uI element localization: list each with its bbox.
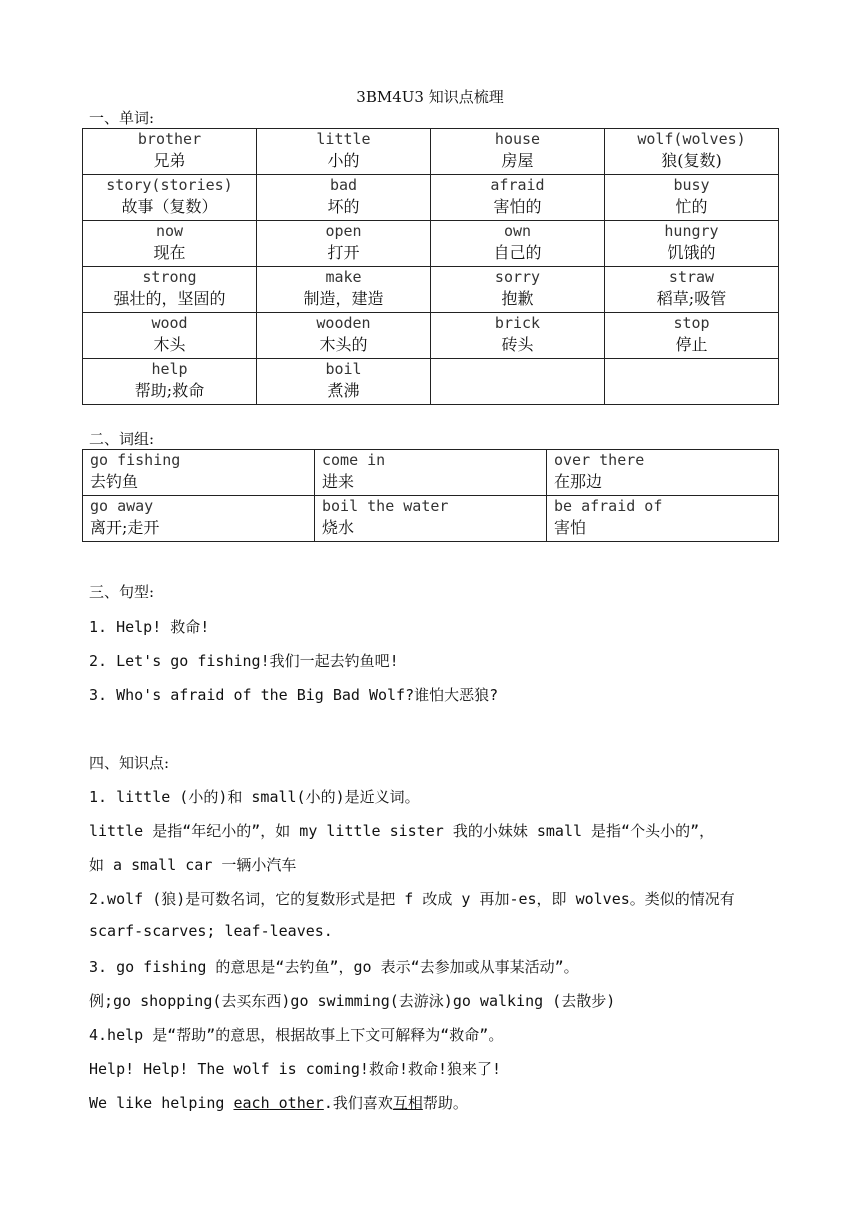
vocab-row bbox=[83, 313, 779, 359]
phrase-english: go fishing bbox=[90, 451, 181, 469]
point-4: 4.help 是“帮助”的意思，根据故事上下文可解释为“救命”。 bbox=[89, 1026, 504, 1044]
vocab-cell bbox=[83, 359, 257, 405]
vocab-row bbox=[83, 359, 779, 405]
vocab-english: wolf(wolves) bbox=[637, 130, 746, 148]
vocab-chinese: 停止 bbox=[675, 335, 708, 354]
vocab-cell bbox=[257, 359, 431, 405]
phrase-chinese: 害怕 bbox=[554, 518, 587, 537]
vocab-row bbox=[83, 221, 779, 267]
vocab-english: wooden bbox=[316, 314, 371, 332]
vocab-english: now bbox=[155, 222, 184, 240]
vocab-english: straw bbox=[668, 268, 715, 286]
vocab-chinese: 木头的 bbox=[319, 335, 368, 354]
phrase-english: go away bbox=[90, 497, 154, 515]
phrase-row bbox=[83, 496, 779, 542]
vocab-chinese: 故事（复数） bbox=[121, 197, 218, 216]
vocab-cell bbox=[83, 313, 257, 359]
vocab-chinese: 忙的 bbox=[675, 197, 708, 216]
vocab-chinese: 自己的 bbox=[493, 243, 542, 262]
vocab-chinese: 兄弟 bbox=[153, 151, 186, 170]
vocab-cell bbox=[83, 175, 257, 221]
phrase-english: come in bbox=[322, 451, 386, 469]
vocab-cell bbox=[257, 267, 431, 313]
phrase-cell bbox=[83, 450, 315, 496]
vocab-chinese: 制造，建造 bbox=[303, 289, 384, 308]
vocab-cell bbox=[605, 175, 779, 221]
phrase-row bbox=[83, 450, 779, 496]
vocab-cell bbox=[257, 221, 431, 267]
vocab-english: afraid bbox=[490, 176, 545, 194]
vocab-english: house bbox=[494, 130, 541, 148]
phrase-english: be afraid of bbox=[554, 497, 663, 515]
vocab-english: bad bbox=[329, 176, 358, 194]
vocab-chinese: 帮助;救命 bbox=[134, 381, 205, 400]
vocab-chinese: 稻草;吸管 bbox=[656, 289, 727, 308]
sentence-1: 1. Help! 救命! bbox=[89, 618, 210, 636]
phrase-cell bbox=[547, 450, 779, 496]
vocab-cell bbox=[83, 221, 257, 267]
vocab-english: boil bbox=[325, 360, 362, 378]
vocab-cell bbox=[605, 221, 779, 267]
point-2: 2.wolf (狼)是可数名词，它的复数形式是把 f 改成 y 再加-es，即 wolves。类似的情况有 bbox=[89, 890, 735, 908]
point-1: 1. little (小的)和 small(小的)是近义词。 bbox=[89, 788, 420, 806]
vocab-chinese: 木头 bbox=[153, 335, 186, 354]
point-1-detail-2: 如 a small car 一辆小汽车 bbox=[89, 856, 297, 874]
phrase-cell bbox=[315, 450, 547, 496]
vocab-cell bbox=[431, 221, 605, 267]
vocab-english: brother bbox=[137, 130, 202, 148]
phrase-cell bbox=[315, 496, 547, 542]
page-title: 3BM4U3 知识点梳理 bbox=[356, 88, 504, 106]
section-heading-words: 一、单词: bbox=[89, 109, 155, 127]
point-1-detail: little 是指“年纪小的”，如 my little sister 我的小妹妹 small 是指“个头小的”， bbox=[89, 822, 715, 840]
vocab-english: hungry bbox=[664, 222, 719, 240]
underlined-phrase: each other bbox=[233, 1094, 324, 1112]
sentence-2: 2. Let's go fishing!我们一起去钓鱼吧! bbox=[89, 652, 399, 670]
example-text-b: .我们喜欢 bbox=[323, 1094, 393, 1112]
phrases-table bbox=[82, 449, 779, 542]
vocab-row bbox=[83, 175, 779, 221]
vocab-cell bbox=[83, 129, 257, 175]
vocab-cell bbox=[605, 359, 779, 405]
vocab-cell bbox=[431, 359, 605, 405]
vocab-cell bbox=[431, 313, 605, 359]
vocab-cell bbox=[605, 129, 779, 175]
example-text-c: 帮助。 bbox=[422, 1094, 468, 1112]
phrase-chinese: 烧水 bbox=[322, 518, 355, 537]
vocab-english: story(stories) bbox=[106, 176, 233, 194]
vocab-cell bbox=[83, 267, 257, 313]
phrase-chinese: 在那边 bbox=[554, 472, 603, 491]
vocab-chinese: 煮沸 bbox=[327, 381, 360, 400]
vocab-chinese: 狼(复数) bbox=[661, 151, 722, 170]
point-4-example: Help! Help! The wolf is coming!救命!救命!狼来了! bbox=[89, 1060, 502, 1078]
phrase-english: boil the water bbox=[322, 497, 449, 515]
phrase-cell bbox=[547, 496, 779, 542]
point-3: 3. go fishing 的意思是“去钓鱼”，go 表示“去参加或从事某活动”。 bbox=[89, 958, 579, 976]
section-heading-phrases: 二、词组: bbox=[89, 430, 155, 448]
vocab-chinese: 小的 bbox=[327, 151, 360, 170]
vocab-cell bbox=[431, 129, 605, 175]
vocab-english: brick bbox=[494, 314, 541, 332]
vocab-chinese: 现在 bbox=[153, 243, 186, 262]
vocab-chinese: 坏的 bbox=[327, 197, 360, 216]
vocab-chinese: 打开 bbox=[327, 243, 360, 262]
vocab-english: busy bbox=[673, 176, 710, 194]
phrase-chinese: 去钓鱼 bbox=[90, 472, 139, 491]
phrase-english: over there bbox=[554, 451, 645, 469]
vocab-chinese: 饥饿的 bbox=[667, 243, 716, 262]
point-4-example-2 bbox=[89, 1092, 468, 1113]
vocab-chinese: 强壮的，坚固的 bbox=[113, 289, 226, 308]
vocab-row bbox=[83, 267, 779, 313]
vocab-english: stop bbox=[673, 314, 710, 332]
point-2-detail: scarf-scarves; leaf-leaves. bbox=[89, 922, 333, 940]
vocab-cell bbox=[431, 267, 605, 313]
phrase-cell bbox=[83, 496, 315, 542]
section-heading-sentences: 三、句型: bbox=[89, 583, 155, 601]
vocab-chinese: 房屋 bbox=[501, 151, 534, 170]
vocab-english: help bbox=[151, 360, 188, 378]
vocab-cell bbox=[431, 175, 605, 221]
vocab-cell bbox=[257, 129, 431, 175]
phrase-chinese: 进来 bbox=[322, 472, 355, 491]
vocab-english: wood bbox=[151, 314, 188, 332]
vocab-english: open bbox=[325, 222, 362, 240]
vocab-chinese: 抱歉 bbox=[501, 289, 534, 308]
underlined-phrase-zh: 互相 bbox=[392, 1094, 423, 1112]
vocab-table bbox=[82, 128, 779, 405]
section-heading-points: 四、知识点: bbox=[89, 754, 170, 772]
vocab-english: sorry bbox=[494, 268, 541, 286]
vocab-english: strong bbox=[142, 268, 197, 286]
example-text-a: We like helping bbox=[89, 1094, 234, 1112]
vocab-cell bbox=[257, 313, 431, 359]
vocab-cell bbox=[605, 313, 779, 359]
vocab-chinese: 砖头 bbox=[501, 335, 534, 354]
vocab-row bbox=[83, 129, 779, 175]
vocab-english: make bbox=[325, 268, 362, 286]
point-3-example: 例;go shopping(去买东西)go swimming(去游泳)go walking (去散步) bbox=[89, 992, 616, 1010]
vocab-cell bbox=[257, 175, 431, 221]
vocab-english: little bbox=[316, 130, 371, 148]
vocab-cell bbox=[605, 267, 779, 313]
phrase-chinese: 离开;走开 bbox=[90, 518, 160, 537]
vocab-english: own bbox=[503, 222, 532, 240]
vocab-chinese: 害怕的 bbox=[493, 197, 542, 216]
sentence-3: 3. Who's afraid of the Big Bad Wolf?谁怕大恶狼? bbox=[89, 686, 499, 704]
